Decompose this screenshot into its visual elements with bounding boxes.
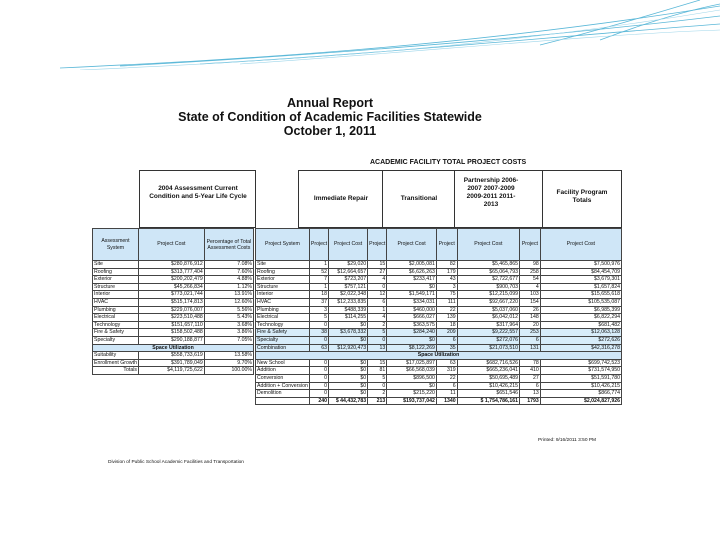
table-row [256,390,622,398]
system-cell: Electrical [256,314,310,322]
cost-cell: $233,417 [387,276,437,284]
totals-c3: $ 1,754,786,161 [457,397,519,405]
col-facility-cost: Project Cost [540,229,621,261]
system-cell: Fire & Safety [93,329,139,337]
project-count-cell: 0 [309,367,328,375]
table-row [93,298,254,306]
system-cell: Structure [93,283,139,291]
cost-cell: $66,568,039 [387,367,437,375]
cost-cell: $6,822,294 [540,314,621,322]
band-row [93,344,254,352]
project-count-cell: 6 [520,382,541,390]
table-row [93,359,254,367]
facility-totals-header [542,170,622,228]
project-count-cell: 5 [368,374,387,382]
cost-cell: $9,222,557 [457,329,519,337]
totals-row [256,397,622,405]
left-panel-header-text: 2004 Assessment Current Condition and 5-Year Life Cycle [149,185,247,200]
project-count-cell: 4 [520,283,541,291]
pct-cell: 9.70% [204,359,253,367]
cost-cell: $0 [329,374,368,382]
project-count-cell: 0 [309,382,328,390]
cost-cell: $651,546 [457,390,519,398]
cost-cell: $290,188,877 [138,336,204,344]
cost-cell: $12,920,473 [329,344,368,352]
system-cell: Enrollment Growth [94,359,137,366]
cost-cell: $3,679,301 [540,276,621,284]
project-count-cell: 139 [436,314,457,322]
project-count-cell: 27 [520,374,541,382]
table-row [256,298,622,306]
project-count-cell: 7 [309,276,328,284]
pct-cell: 12.60% [204,298,253,306]
col-transitional-cost: Project Cost [387,229,437,261]
cost-cell: $666,027 [387,314,437,322]
col-partnership-project: Project [436,229,457,261]
cost-cell: $896,500 [387,374,437,382]
cost-cell: $15,655,618 [540,291,621,299]
project-count-cell: 0 [368,336,387,344]
project-count-cell: 15 [368,261,387,269]
table-row [256,291,622,299]
cost-cell: $2,722,677 [457,276,519,284]
project-count-cell: 38 [309,329,328,337]
project-count-cell: 35 [436,344,457,352]
table-row [93,268,254,276]
totals-c1: $ 44,432,783 [329,397,368,405]
cost-cell: $45,266,834 [138,283,204,291]
pct-cell: 4.88% [204,276,253,284]
project-count-cell: 12 [368,291,387,299]
system-cell: Combination [256,344,310,352]
cost-cell: $200,202,479 [138,276,204,284]
report-subtitle: State of Condition of Academic Facilities Statewide [178,110,482,124]
totals-p2: 213 [368,397,387,405]
project-count-cell: 22 [436,306,457,314]
col-partnership-cost: Project Cost [457,229,519,261]
pct-cell: 7.08% [204,261,253,269]
cost-cell: $0 [329,390,368,398]
project-count-cell: 13 [368,344,387,352]
cost-cell: $12,233,835 [329,298,368,306]
pct-cell: 13.58% [204,352,253,360]
cost-cell: $215,220 [387,390,437,398]
project-count-cell: 410 [520,367,541,375]
totals-p1: 240 [309,397,328,405]
project-count-cell: 258 [520,268,541,276]
cost-cell: $0 [329,382,368,390]
pct-cell: 5.43% [204,314,253,322]
system-cell: Addition [256,367,310,375]
col-assessment-system: Assessment System [93,229,139,261]
project-count-cell: 1 [368,306,387,314]
section-heading: ACADEMIC FACILITY TOTAL PROJECT COSTS [370,159,527,166]
table-row [256,336,622,344]
project-count-cell: 103 [520,291,541,299]
table-row [256,283,622,291]
division-footer: Division of Public School Academic Facilities and Transportation [108,460,244,465]
project-count-cell: 63 [309,344,328,352]
project-count-cell: 319 [436,367,457,375]
cost-cell: $0 [329,321,368,329]
system-cell: Plumbing [93,306,139,314]
project-count-cell: 3 [309,306,328,314]
project-count-cell: 154 [520,298,541,306]
space-utilization-band: Space Utilization [93,344,254,352]
project-count-cell: 179 [436,268,457,276]
col-immediate-cost: Project Cost [329,229,368,261]
project-count-cell: 0 [309,359,328,367]
project-count-cell: 1 [309,283,328,291]
cost-cell: $6,042,012 [457,314,519,322]
report-date: October 1, 2011 [283,124,377,138]
project-count-cell: 52 [309,268,328,276]
table-row [93,291,254,299]
table-row [93,276,254,284]
col-transitional-project: Project [368,229,387,261]
project-count-cell: 22 [436,374,457,382]
project-count-cell: 4 [368,276,387,284]
cost-cell: $391,789,049 [138,359,204,367]
cost-cell: $0 [387,382,437,390]
project-count-cell: 6 [436,382,457,390]
system-cell: Exterior [93,276,139,284]
totals-c2: $193,737,042 [387,397,437,405]
project-count-cell: 5 [309,314,328,322]
project-count-cell: 3 [436,283,457,291]
cost-cell: $17,025,897 [387,359,437,367]
cost-cell: $84,454,709 [540,268,621,276]
cost-cell: $92,667,220 [457,298,519,306]
project-count-cell: 26 [520,306,541,314]
system-cell: Demolition [256,390,310,398]
system-cell: Electrical [93,314,139,322]
cost-cell: $284,240 [387,329,437,337]
totals-p3: 1340 [436,397,457,405]
cost-cell: $0 [329,359,368,367]
cost-cell: $900,703 [457,283,519,291]
cost-cell: $731,574,950 [540,367,621,375]
project-count-cell: 253 [520,329,541,337]
totals-row [93,367,254,375]
project-count-cell: 13 [520,390,541,398]
assessment-table [92,228,254,375]
system-cell: Roofing [256,268,310,276]
left-panel-header [139,170,256,228]
cost-cell: $272,626 [540,336,621,344]
pct-cell: 3.68% [204,321,253,329]
immediate-repair-label: Immediate Repair [313,195,369,202]
cost-cell: $6,626,263 [387,268,437,276]
totals-p4: 1793 [520,397,541,405]
project-count-cell: 54 [520,276,541,284]
pct-cell: 7.05% [204,336,253,344]
cost-cell: $317,964 [457,321,519,329]
cost-cell: $158,502,488 [138,329,204,337]
project-count-cell: 18 [436,321,457,329]
system-cell: HVAC [93,298,139,306]
cost-cell: $866,774 [540,390,621,398]
project-count-cell: 6 [368,298,387,306]
table-row [93,261,254,269]
cost-cell: $0 [387,283,437,291]
project-count-cell: 5 [368,329,387,337]
totals-label: Totals [93,367,139,375]
cost-cell: $105,535,087 [540,298,621,306]
cost-cell: $0 [329,367,368,375]
cost-cell: $51,591,780 [540,374,621,382]
totals-cost: $4,119,725,622 [138,367,204,375]
col-immediate-project: Project [309,229,328,261]
cost-cell: $1,657,824 [540,283,621,291]
cost-cell: $151,657,110 [138,321,204,329]
project-count-cell: 2 [368,321,387,329]
cost-cell: $682,716,526 [457,359,519,367]
col-project-cost: Project Cost [138,229,204,261]
cost-cell: $723,207 [329,276,368,284]
table-row [256,359,622,367]
project-count-cell: 27 [368,268,387,276]
cost-cell: $65,064,793 [457,268,519,276]
table-row [93,329,254,337]
table-row [93,314,254,322]
system-cell: Exterior [256,276,310,284]
cost-cell: $50,695,489 [457,374,519,382]
table-row [256,321,622,329]
project-count-cell: 11 [436,390,457,398]
system-cell: Technology [256,321,310,329]
project-count-cell: 37 [309,298,328,306]
cost-cell: $223,510,488 [138,314,204,322]
project-count-cell: 78 [520,359,541,367]
system-cell: Specialty [256,336,310,344]
system-cell: Addition + Conversion [257,382,308,389]
cost-cell: $7,500,976 [540,261,621,269]
cost-cell: $12,215,099 [457,291,519,299]
table-row [256,344,622,352]
facility-totals-label: Facility Program Totals [556,189,608,204]
project-count-cell: 6 [520,336,541,344]
table-row [256,382,622,390]
cost-cell: $42,316,278 [540,344,621,352]
table-row [256,276,622,284]
project-count-cell: 131 [520,344,541,352]
pct-cell: 7.60% [204,268,253,276]
system-cell: Site [256,261,310,269]
table-row [93,321,254,329]
cost-cell: $12,664,657 [329,268,368,276]
cost-cell: $229,076,007 [138,306,204,314]
table-row [93,283,254,291]
project-count-cell: 0 [309,374,328,382]
totals-pct: 100.00% [204,367,253,375]
table-row [256,374,622,382]
table-row [256,306,622,314]
project-count-cell: 1 [309,261,328,269]
blank-cell [256,397,310,405]
cost-cell: $29,020 [329,261,368,269]
system-cell: Structure [256,283,310,291]
cost-cell: $488,339 [329,306,368,314]
project-count-cell: 75 [436,291,457,299]
project-count-cell: 209 [436,329,457,337]
project-costs-table [255,228,622,405]
cost-cell: $313,777,404 [138,268,204,276]
cost-cell: $2,005,081 [387,261,437,269]
table-row [256,261,622,269]
col-facility-project: Project [520,229,541,261]
project-count-cell: 0 [309,336,328,344]
cost-cell: $6,985,399 [540,306,621,314]
cost-cell: $0 [387,336,437,344]
project-count-cell: 81 [368,367,387,375]
cost-cell: $558,733,619 [138,352,204,360]
system-cell: Plumbing [256,306,310,314]
cost-cell: $8,122,269 [387,344,437,352]
project-count-cell: 6 [436,336,457,344]
pct-cell: 13.91% [204,291,253,299]
cost-cell: $12,063,128 [540,329,621,337]
system-cell: HVAC [256,298,310,306]
cost-cell: $114,255 [329,314,368,322]
partnership-label: Partnership 2006-2007 2007-2009 2009-2011 2011-2013 [463,177,519,208]
transitional-label: Transitional [400,195,438,202]
table-row [93,306,254,314]
system-cell: Site [93,261,139,269]
immediate-repair-header [298,170,384,228]
transitional-header [382,170,456,228]
table-row [256,329,622,337]
project-count-cell: 0 [368,382,387,390]
project-count-cell: 18 [309,291,328,299]
report-title: Annual Report [286,96,374,110]
pct-cell: 3.86% [204,329,253,337]
band-row [256,352,622,360]
cost-cell: $665,236,041 [457,367,519,375]
cost-cell: $10,426,215 [457,382,519,390]
project-count-cell: 0 [368,283,387,291]
cost-cell: $280,876,912 [138,261,204,269]
project-count-cell: 0 [309,390,328,398]
cost-cell: $773,021,744 [138,291,204,299]
cost-cell: $272,076 [457,336,519,344]
project-count-cell: 15 [368,359,387,367]
cost-cell: $21,073,510 [457,344,519,352]
system-cell: Roofing [93,268,139,276]
system-cell: Suitability [93,352,139,360]
project-count-cell: 148 [520,314,541,322]
pct-cell: 1.12% [204,283,253,291]
col-project-system: Project System [256,229,310,261]
cost-cell: $2,022,348 [329,291,368,299]
table-row [93,352,254,360]
project-count-cell: 4 [368,314,387,322]
project-count-cell: 111 [436,298,457,306]
table-row [256,268,622,276]
totals-c4: $2,024,827,926 [540,397,621,405]
cost-cell: $334,031 [387,298,437,306]
table-row [256,314,622,322]
project-count-cell: 2 [368,390,387,398]
cost-cell: $3,678,332 [329,329,368,337]
project-count-cell: 98 [520,261,541,269]
table-row [256,367,622,375]
system-cell: Interior [93,291,139,299]
cost-cell: $699,742,523 [540,359,621,367]
system-cell: Conversion [256,374,310,382]
cost-cell: $681,482 [540,321,621,329]
cost-cell: $363,575 [387,321,437,329]
project-count-cell: 20 [520,321,541,329]
project-count-cell: 82 [436,261,457,269]
project-count-cell: 0 [309,321,328,329]
col-percentage: Percentage of Total Assessment Costs [204,229,253,261]
pct-cell: 5.56% [204,306,253,314]
decorative-swoosh-graphic [0,0,720,70]
table-row [93,336,254,344]
cost-cell: $5,465,865 [457,261,519,269]
system-cell: New School [256,359,310,367]
project-count-cell: 63 [436,359,457,367]
cost-cell: $0 [329,336,368,344]
cost-cell: $5,037,060 [457,306,519,314]
cost-cell: $515,174,813 [138,298,204,306]
cost-cell: $1,549,171 [387,291,437,299]
system-cell: Specialty [93,336,139,344]
project-count-cell: 43 [436,276,457,284]
cost-cell: $10,426,215 [540,382,621,390]
system-cell: Interior [256,291,310,299]
cost-cell: $757,121 [329,283,368,291]
printed-timestamp: Printed: 9/16/2011 3:50 PM [538,438,597,443]
space-utilization-band: Space Utilization [256,352,622,360]
partnership-header [454,170,544,228]
cost-cell: $460,000 [387,306,437,314]
system-cell: Technology [93,321,139,329]
system-cell: Fire & Safety [256,329,310,337]
